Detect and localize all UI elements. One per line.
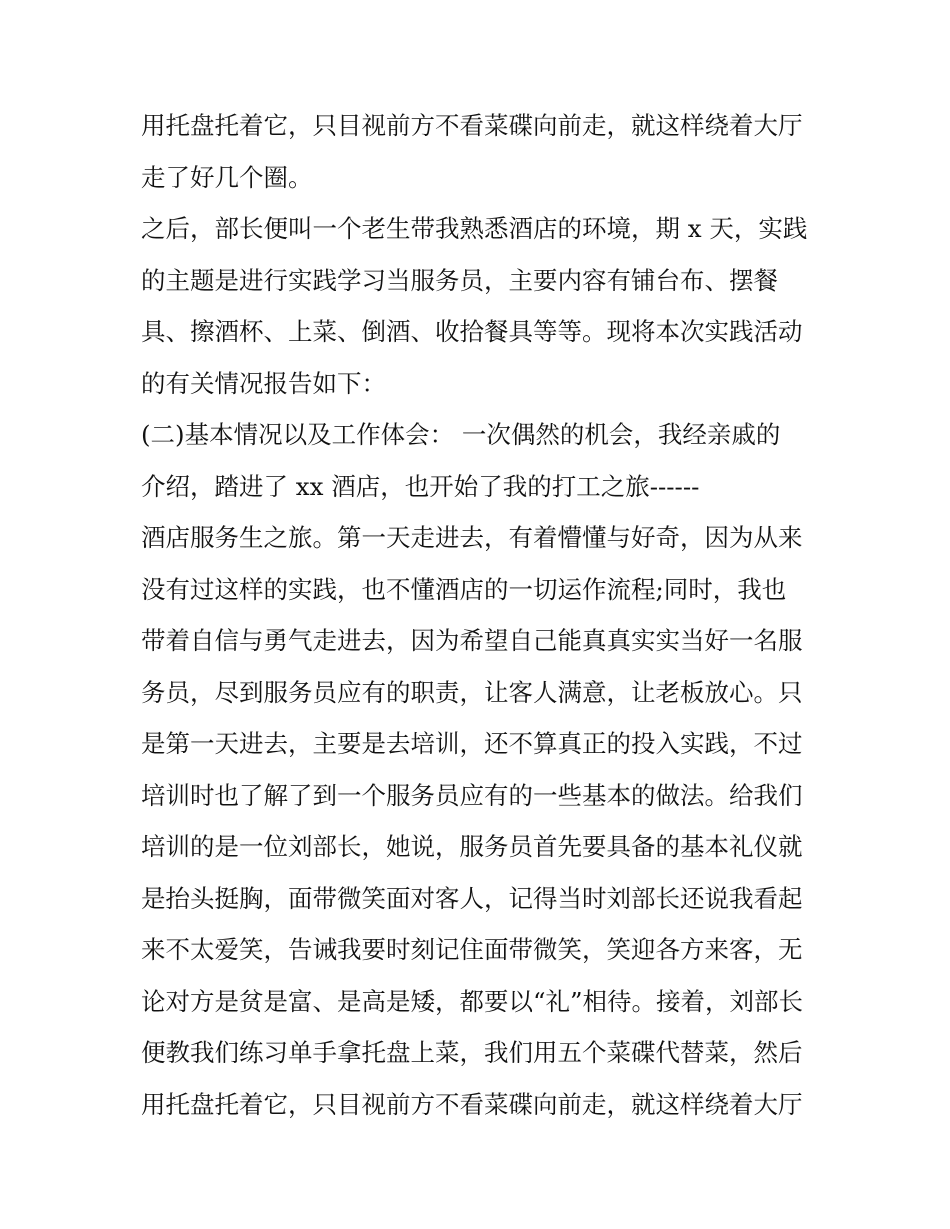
text-line: 介绍，踏进了 xx 酒店，也开始了我的打工之旅------ — [141, 471, 700, 501]
text-line: 是第一天进去，主要是去培训，还不算真正的投入实践，不过 — [141, 729, 803, 758]
text-line: 培训时也了解了到一个服务员应有的一些基本的做法。给我们 — [141, 780, 803, 810]
text-line: 具、擦酒杯、上菜、倒酒、收拾餐具等等。现将本次实践活动 — [141, 317, 803, 346]
text-line: 是抬头挺胸，面带微笑面对客人，记得当时刘部长还说我看起 — [141, 883, 803, 913]
text-line: 用托盘托着它，只目视前方不看菜碟向前走，就这样绕着大厅 — [141, 1089, 803, 1119]
text-line: 的主题是进行实践学习当服务员，主要内容有铺台布、摆餐 — [141, 265, 778, 295]
text-line: 用托盘托着它，只目视前方不看菜碟向前走，就这样绕着大厅 — [141, 111, 803, 140]
text-line: 的有关情况报告如下： — [141, 368, 386, 398]
text-line: 便教我们练习单手拿托盘上菜，我们用五个菜碟代替菜，然后 — [141, 1038, 803, 1067]
text-line: 培训的是一位刘部长，她说，服务员首先要具备的基本礼仪就 — [141, 832, 803, 861]
text-line: 带着自信与勇气走进去，因为希望自己能真真实实当好一名服 — [141, 626, 803, 655]
text-line: 来不太爱笑，告诫我要时刻记住面带微笑，笑迎各方来客，无 — [141, 935, 803, 964]
text-line: 没有过这样的实践，也不懂酒店的一切运作流程;同时，我也 — [141, 574, 787, 604]
section-heading-line: (二)基本情况以及工作体会： 一次偶然的机会，我经亲戚的 — [141, 420, 781, 449]
text-line: 务员，尽到服务员应有的职责，让客人满意，让老板放心。只 — [141, 677, 803, 707]
text-line: 走了好几个圈。 — [141, 162, 313, 192]
text-line: 酒店服务生之旅。第一天走进去，有着懵懂与好奇，因为从来 — [141, 523, 803, 552]
text-line: 之后，部长便叫一个老生带我熟悉酒店的环境，期 x 天，实践 — [141, 214, 808, 243]
body-text — [141, 100, 821, 1130]
text-line: 论对方是贫是富、是高是矮，都要以“礼”相待。接着，刘部长 — [141, 986, 804, 1016]
